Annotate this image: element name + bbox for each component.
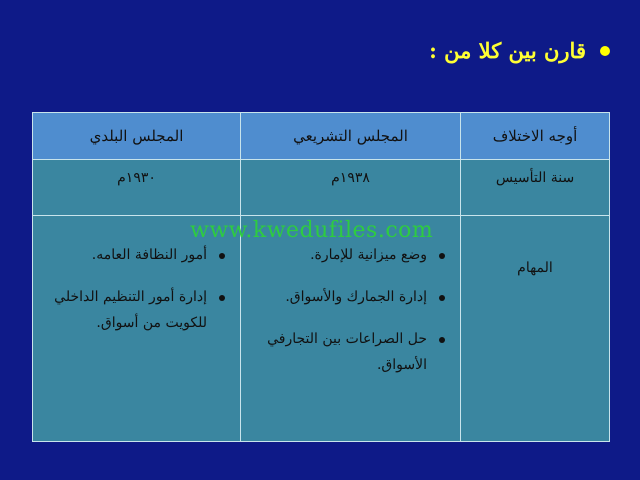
watermark-text: www.kwedufiles.com <box>190 218 434 243</box>
slide-heading: قارن بين كلا من : <box>429 38 586 63</box>
bullet-icon <box>600 46 610 56</box>
slide-heading-line <box>429 38 610 63</box>
tasks-municipal-list <box>34 217 239 337</box>
founding-municipal: ١٩٣٠م <box>33 160 241 216</box>
header-municipal-council: المجلس البلدي <box>33 113 241 160</box>
tasks-legislative-list <box>242 217 459 379</box>
list-item: حل الصراعات بين التجارفي الأسواق. <box>248 327 445 379</box>
table-row-tasks <box>33 216 610 442</box>
list-item: وضع ميزانية للإمارة. <box>248 243 445 269</box>
table-row-founding <box>33 160 610 216</box>
tasks-legislative-cell <box>241 216 461 442</box>
founding-label: سنة التأسيس <box>461 160 610 216</box>
header-aspects: أوجه الاختلاف <box>461 113 610 160</box>
list-item: أمور النظافة العامه. <box>40 243 225 269</box>
table-header-row <box>33 113 610 160</box>
comparison-table <box>32 112 610 442</box>
header-legislative-council: المجلس التشريعي <box>241 113 461 160</box>
founding-legislative: ١٩٣٨م <box>241 160 461 216</box>
tasks-label: المهام <box>461 216 610 442</box>
tasks-municipal-cell <box>33 216 241 442</box>
list-item: إدارة الجمارك والأسواق. <box>248 285 445 311</box>
list-item: إدارة أمور التنظيم الداخلي للكويت من أسواق. <box>40 285 225 337</box>
